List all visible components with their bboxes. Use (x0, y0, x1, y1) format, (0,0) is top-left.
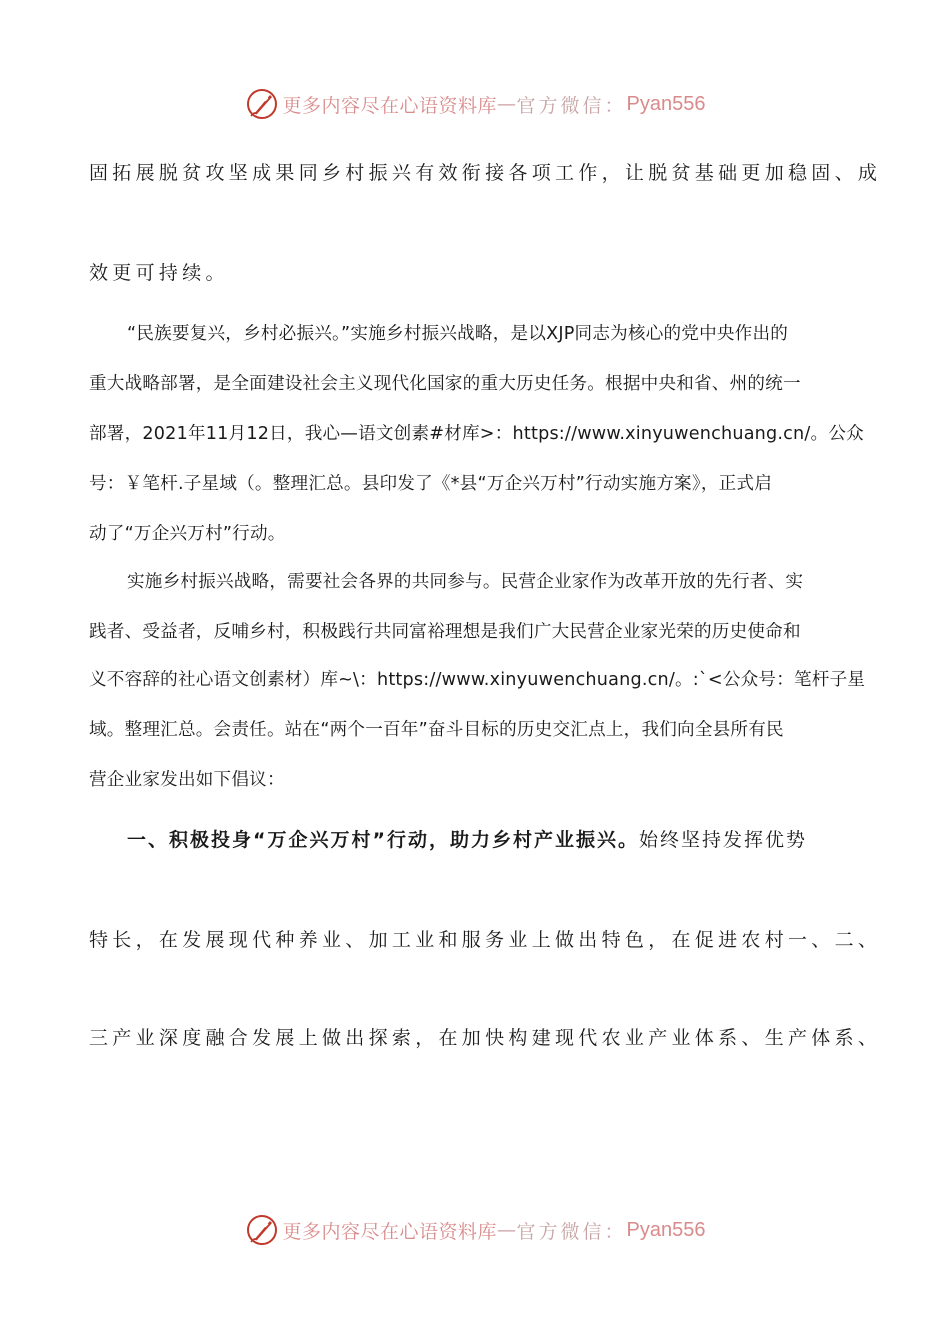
banner-separator: — (497, 93, 517, 115)
paragraph-4-line-1 (127, 825, 807, 852)
footer-slogan: 更多内容尽在心语资料库 (282, 1220, 498, 1243)
banner-slogan: 更多内容尽在心语资料库 (282, 94, 498, 117)
paragraph-2-line-1: “民族要复兴，乡村必振兴。”实施乡村振兴战略，是以XJP同志为核心的党中央作出的 (127, 324, 789, 344)
paragraph-2-line-5: 动了“万企兴万村”行动。 (89, 524, 286, 544)
paragraph-3-line-2: 践者、受益者，反哺乡村，积极践行共同富裕理想是我们广大民营企业家光荣的历史使命和 (89, 622, 801, 642)
paragraph-3-line-4: 域。整理汇总。会责任。站在“两个一百年”奋斗目标的历史交汇点上，我们向全县所有民 (89, 720, 784, 740)
paragraph-3-line-3: 义不容辞的社心语文创素材）库~\：https://www.xinyuwenchuang.cn/。:`<公众号：笔杆子星 (89, 670, 866, 690)
quill-pen-logo-icon (245, 87, 279, 121)
paragraph-1-line-2: 效更可持续。 (89, 262, 229, 284)
footer-wechat-id: Pyan556 (626, 1218, 706, 1241)
footer-separator: — (497, 1219, 517, 1241)
paragraph-2-line-4: 号：￥笔杆.子星域（。整理汇总。县印发了《*县“万企兴万村”行动实施方案》，正式启 (89, 474, 772, 494)
quill-pen-logo-icon (245, 1213, 279, 1247)
paragraph-4-line-2: 特长，在发展现代种养业、加工业和服务业上做出特色，在促进农村一、二、 (89, 929, 882, 951)
paragraph-4-line-3: 三产业深度融合发展上做出探索，在加快构建现代农业产业体系、生产体系、 (89, 1027, 882, 1049)
paragraph-1-line-1: 固拓展脱贫攻坚成果同乡村振兴有效衔接各项工作，让脱贫基础更加稳固、成 (89, 162, 882, 184)
banner-wechat-id: Pyan556 (626, 92, 706, 115)
section-heading-1-continuation: 始终坚持发挥优势 (638, 829, 807, 851)
banner-wechat-label: 官方微信： (516, 94, 627, 117)
header-banner (0, 86, 950, 122)
paragraph-2-line-3: 部署，2021年11月12日，我心—语文创素#材库>：https://www.xinyuwenchuang.cn/。公众 (89, 424, 864, 444)
paragraph-3-line-5: 营企业家发出如下倡议： (89, 770, 285, 790)
footer-banner (0, 1212, 950, 1248)
paragraph-3-line-1: 实施乡村振兴战略，需要社会各界的共同参与。民营企业家作为改革开放的先行者、实 (127, 572, 804, 592)
section-heading-1: 一、积极投身“万企兴万村”行动，助力乡村产业振兴。 (127, 829, 639, 851)
paragraph-2-line-2: 重大战略部署，是全面建设社会主义现代化国家的重大历史任务。根据中央和省、州的统一 (89, 374, 801, 394)
footer-wechat-label: 官方微信： (516, 1220, 627, 1243)
